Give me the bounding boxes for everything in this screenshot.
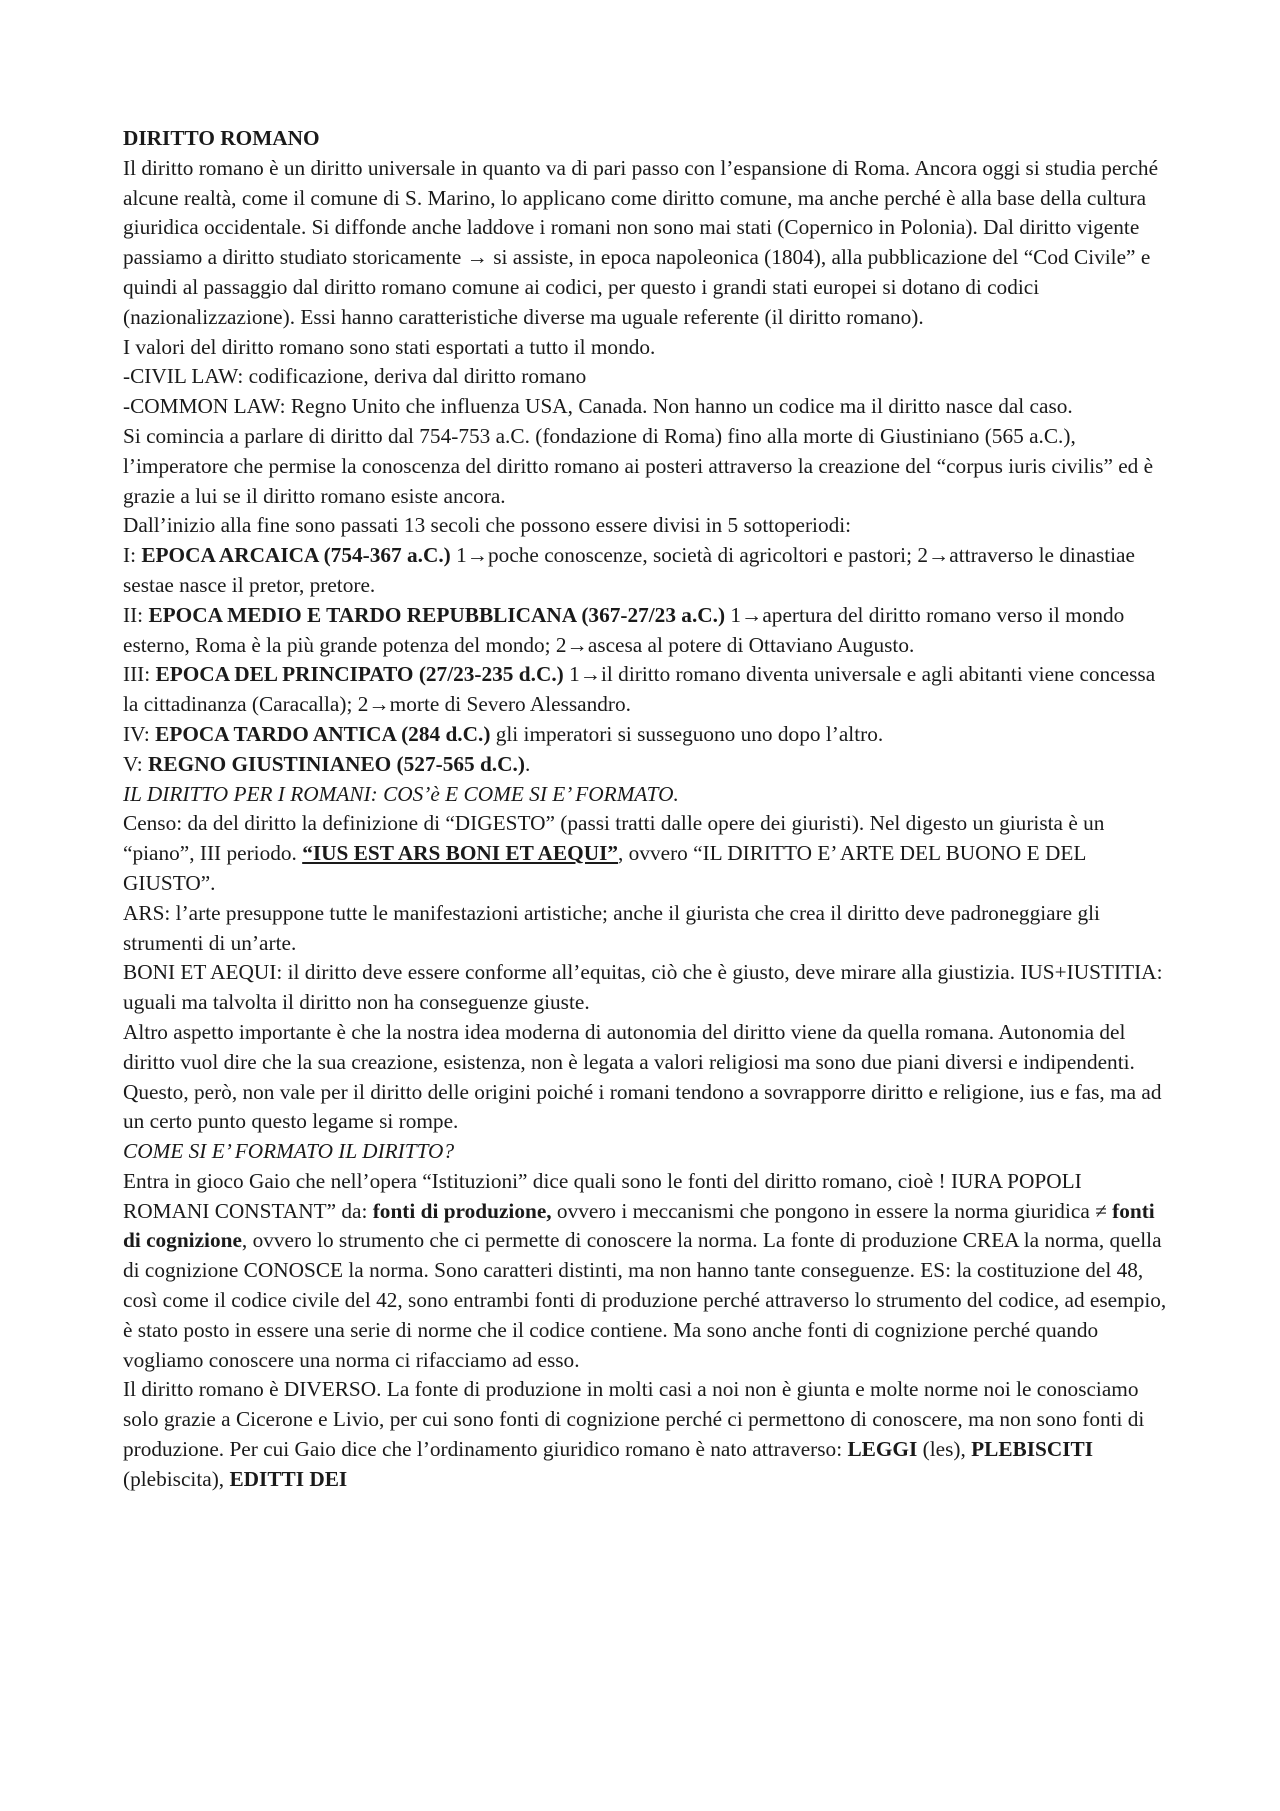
epoch-description: gli imperatori si susseguono uno dopo l’altro.	[490, 721, 884, 746]
epoch-name: EPOCA TARDO ANTICA (284 d.C.)	[155, 721, 491, 746]
epoch-description: 1→poche conoscenze, società di agricoltori e pastori; 2→attraverso le dinastiae sestae nasce il pretor, pretore.	[123, 543, 1135, 597]
paragraph: -CIVIL LAW: codificazione, deriva dal diritto romano	[123, 364, 587, 389]
paragraph: ARS: l’arte presuppone tutte le manifestazioni artistiche; anche il giurista che crea il diritto deve padroneggiare gli strumenti di un’arte.	[123, 900, 1100, 955]
section-heading: IL DIRITTO PER I ROMANI: COS’è E COME SI E’ FORMATO.	[123, 781, 679, 806]
text-run: , ovvero “IL DIRITTO E’ ARTE DEL BUONO E DEL GIUSTO”.	[123, 841, 1086, 895]
section-heading: COME SI E’ FORMATO IL DIRITTO?	[123, 1139, 455, 1164]
epoch-name: EPOCA ARCAICA (754-367 a.C.)	[141, 543, 451, 568]
paragraph	[123, 1167, 1173, 1376]
paragraph	[123, 1375, 1173, 1494]
epoch-item	[123, 601, 1173, 661]
paragraph: BONI ET AEQUI: il diritto deve essere conforme all’equitas, ciò che è giusto, deve mirare alla giustizia. IUS+IUSTITIA: uguali ma talvolta il diritto non ha conseguenze giuste.	[123, 960, 1163, 1015]
epoch-description: 1→apertura del diritto romano verso il mondo esterno, Roma è la più grande potenza del mondo; 2→ascesa al potere di Ottaviano Augusto.	[123, 602, 1125, 657]
document-page	[123, 124, 1173, 1495]
epoch-item	[123, 750, 1173, 780]
epoch-item	[123, 720, 1173, 750]
paragraph: I valori del diritto romano sono stati esportati a tutto il mondo.	[123, 334, 656, 359]
document-title: DIRITTO ROMANO	[123, 126, 320, 150]
epoch-name: EPOCA MEDIO E TARDO REPUBBLICANA (367-27/23 a.C.)	[148, 602, 726, 627]
epoch-number: I:	[123, 543, 142, 568]
bold-term: fonti di produzione,	[372, 1198, 552, 1223]
epoch-description: .	[524, 751, 531, 776]
text-run: Entra in gioco Gaio che nell’opera “Istituzioni” dice quali sono le fonti del diritto romano, cioè ! IURA POPOLI ROMANI CONSTANT” da:	[123, 1168, 1082, 1223]
epoch-number: V:	[123, 751, 149, 776]
text-run: , ovvero lo strumento che ci permette di conoscere la norma. La fonte di produzione CREA la norma, quella di cognizione CONOSCE la norma. Sono caratteri distinti, ma non hanno tante conseguenze. ES: la costituzione del 48, così come il codice civile del 42, sono entrambi fonti di produzione perché attraverso lo strumento del codice, ad esempio, è stato posto in essere una serie di norme che il codice contiene. Ma sono anche fonti di cognizione perché quando vogliamo conoscere una norma ci rifacciamo ad esso.	[123, 1228, 1167, 1372]
text-run: Censo: da del diritto la definizione di “DIGESTO” (passi tratti dalle opere dei giuristi). Nel digesto un giurista è un “piano”, III periodo.	[123, 811, 1105, 866]
epoch-description: 1→il diritto romano diventa universale e agli abitanti viene concessa la cittadinanza (Caracalla); 2→morte di Severo Alessandro.	[123, 662, 1156, 717]
text-run: ovvero i meccanismi che pongono in essere la norma giuridica ≠	[551, 1198, 1113, 1223]
latin-quote: “IUS EST ARS BONI ET AEQUI”	[302, 841, 619, 866]
text-run: (les),	[917, 1437, 972, 1462]
bold-term: LEGGI	[847, 1437, 918, 1462]
epoch-name: REGNO GIUSTINIANEO (527-565 d.C.)	[148, 751, 525, 776]
epoch-number: II:	[123, 602, 149, 627]
paragraph: Il diritto romano è un diritto universale in quanto va di pari passo con l’espansione di Roma. Ancora oggi si studia perché alcune realtà, come il comune di S. Marino, lo applicano come diritto comune, ma anche perché è alla base della cultura giuridica occidentale. Si diffonde anche laddove i romani non sono mai stati (Copernico in Polonia). Dal diritto vigente passiamo a diritto studiato storicamente → si assiste, in epoca napoleonica (1804), alla pubblicazione del “Cod Civile” e quindi al passaggio dal diritto romano comune ai codici, per questo i grandi stati europei si dotano di codici (nazionalizzazione). Essi hanno caratteristiche diverse ma uguale referente (il diritto romano).	[123, 155, 1159, 329]
paragraph: Altro aspetto importante è che la nostra idea moderna di autonomia del diritto viene da quella romana. Autonomia del diritto vuol dire che la sua creazione, esistenza, non è legata a valori religiosi ma sono due piani diversi e indipendenti. Questo, però, non vale per il diritto delle origini poiché i romani tendono a sovrapporre diritto e religione, ius e fas, ma ad un certo punto questo legame si rompe.	[123, 1019, 1162, 1134]
bold-term: EDITTI DEI	[229, 1466, 348, 1491]
epoch-item	[123, 541, 1173, 601]
paragraph	[123, 809, 1173, 898]
bold-term: fonti di cognizione	[123, 1198, 1155, 1253]
paragraph: Si comincia a parlare di diritto dal 754-753 a.C. (fondazione di Roma) fino alla morte di Giustiniano (565 a.C.), l’imperatore che permise la conoscenza del diritto romano ai posteri attraverso la creazione del “corpus iuris civilis” ed è grazie a lui se il diritto romano esiste ancora.	[123, 423, 1154, 508]
bold-term: PLEBISCITI	[971, 1437, 1094, 1462]
epoch-item	[123, 660, 1173, 720]
epoch-name: EPOCA DEL PRINCIPATO (27/23-235 d.C.)	[155, 662, 564, 687]
epoch-number: III:	[123, 662, 156, 687]
epoch-number: IV:	[123, 721, 156, 746]
paragraph: Dall’inizio alla fine sono passati 13 secoli che possono essere divisi in 5 sottoperiodi:	[123, 513, 852, 538]
text-run: (plebiscita),	[123, 1466, 230, 1491]
paragraph: -COMMON LAW: Regno Unito che influenza USA, Canada. Non hanno un codice ma il diritto nasce dal caso.	[123, 394, 1073, 419]
text-run: Il diritto romano è DIVERSO. La fonte di produzione in molti casi a noi non è giunta e molte norme noi le conosciamo solo grazie a Cicerone e Livio, per cui sono fonti di cognizione perché ci permettono di conoscere, ma non sono fonti di produzione. Per cui Gaio dice che l’ordinamento giuridico romano è nato attraverso:	[123, 1377, 1145, 1462]
